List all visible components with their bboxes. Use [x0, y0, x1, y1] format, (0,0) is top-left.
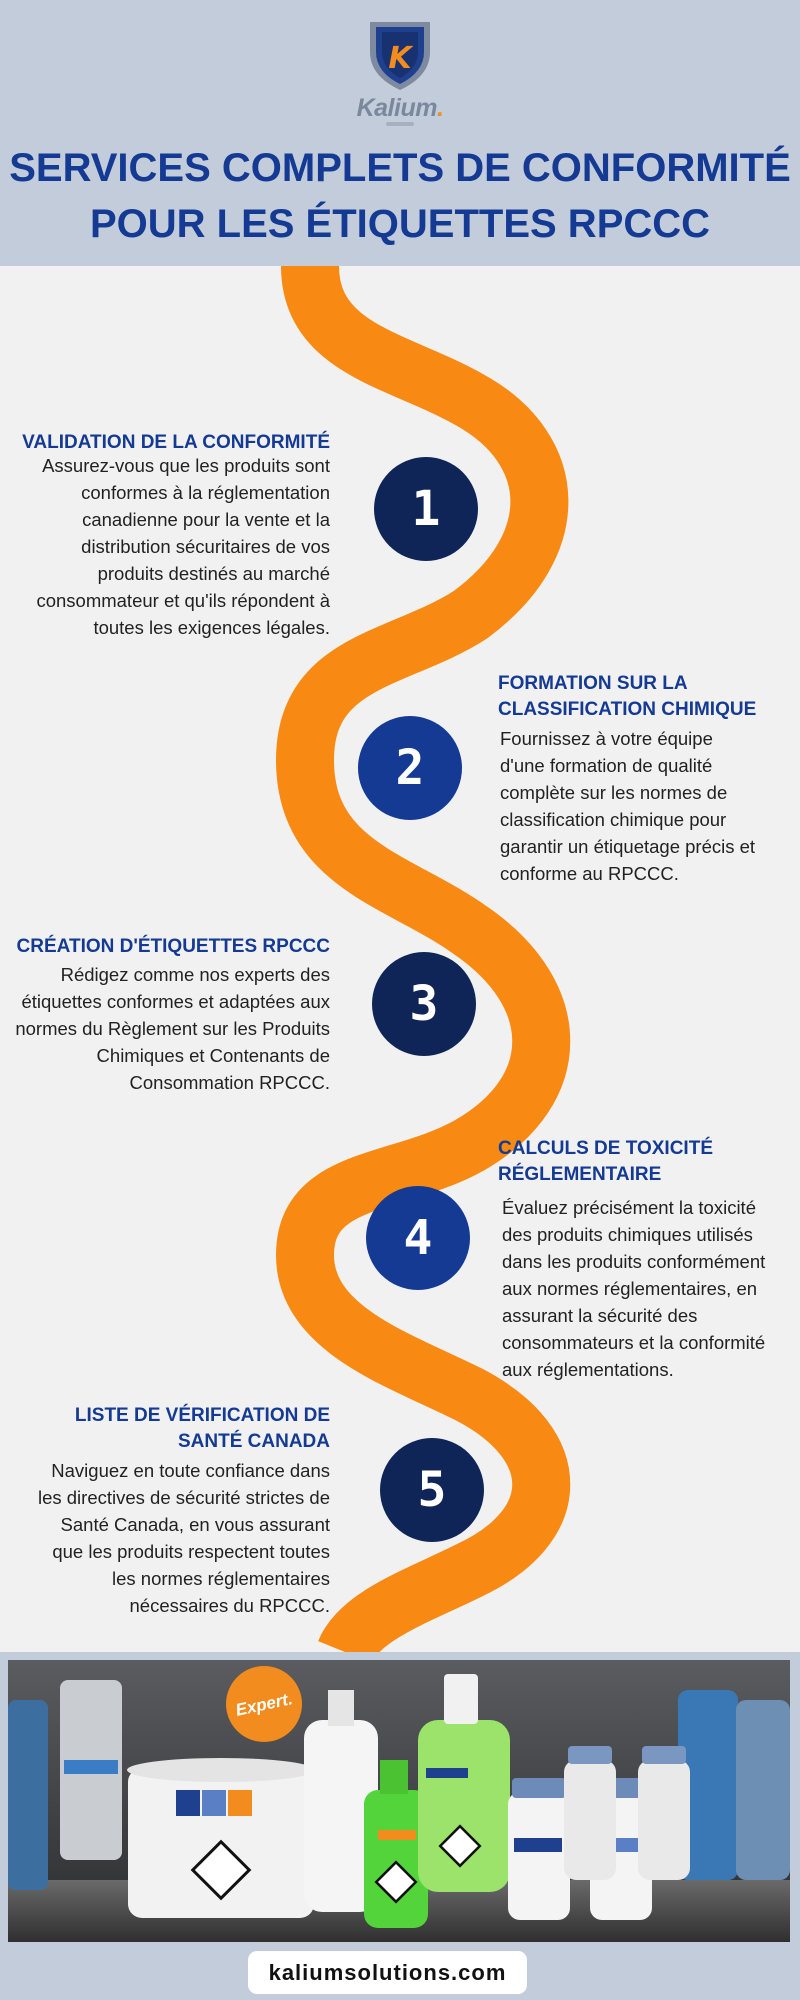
logo-underline	[386, 122, 414, 126]
page-title-line-2: POUR LES ÉTIQUETTES RPCCC	[89, 202, 711, 246]
step-5-number-circle	[380, 1438, 484, 1542]
step-3-title: CRÉATION D'ÉTIQUETTES RPCCC	[16, 936, 330, 957]
step-4-number: 4	[403, 1210, 433, 1266]
chemical-products-image	[8, 1660, 790, 1942]
page-title-line-1: SERVICES COMPLETS DE CONFORMITÉ	[9, 146, 791, 190]
step-3-description: Rédigez comme nos experts des étiquettes conformes et adaptées aux normes du Règlement sur les Produits Chimiques et Contenants de Consommation RPCCC.	[15, 964, 330, 1093]
step-1-number-circle	[374, 457, 478, 561]
website-link[interactable]	[248, 1951, 527, 1994]
kalium-logo[interactable]	[346, 18, 454, 128]
step-5-title: LISTE DE VÉRIFICATION DE SANTÉ CANADA	[74, 1405, 330, 1452]
step-3-number: 3	[409, 976, 439, 1032]
step-5-description: Naviguez en toute confiance dans les directives de sécurité strictes de Santé Canada, en vous assurant que les produits respectent toutes les normes réglementaires nécessaires du RPCCC.	[37, 1460, 330, 1616]
step-4-number-circle	[366, 1186, 470, 1290]
step-4-title: CALCULS DE TOXICITÉ RÉGLEMENTAIRE	[498, 1138, 713, 1185]
step-2-number-circle	[358, 716, 462, 820]
step-4-description: Évaluez précisément la toxicité des produits chimiques utilisés dans les produits conformément aux normes réglementaires, en assurant la sécurité des consommateurs et la conformité aux réglementations.	[502, 1197, 766, 1380]
step-2-description: Fournissez à votre équipe d'une formation de qualité complète sur les normes de classification chimique pour garantir un étiquetage précis et conforme au RPCCC.	[500, 728, 756, 884]
logo-wordmark: Kalium.	[356, 94, 444, 122]
step-3-number-circle	[372, 952, 476, 1056]
expert-badge: Expert.	[233, 1689, 295, 1720]
website-url[interactable]: kaliumsolutions.com	[268, 1960, 507, 1985]
step-2-title: FORMATION SUR LA CLASSIFICATION CHIMIQUE	[498, 673, 757, 720]
shield-icon	[346, 18, 454, 98]
step-1-description: Assurez-vous que les produits sont conformes à la réglementation canadienne pour la vente et la distribution sécuritaires de vos produits destinés au marché consommateur et qu'ils répondent à toutes les exigences légales.	[36, 455, 330, 638]
step-5-number: 5	[417, 1462, 447, 1518]
step-1-number: 1	[411, 481, 441, 537]
step-2-number: 2	[395, 740, 425, 796]
svg-text:K: K	[388, 41, 412, 76]
step-1-title: VALIDATION DE LA CONFORMITÉ	[22, 432, 330, 453]
page-title	[0, 140, 800, 252]
